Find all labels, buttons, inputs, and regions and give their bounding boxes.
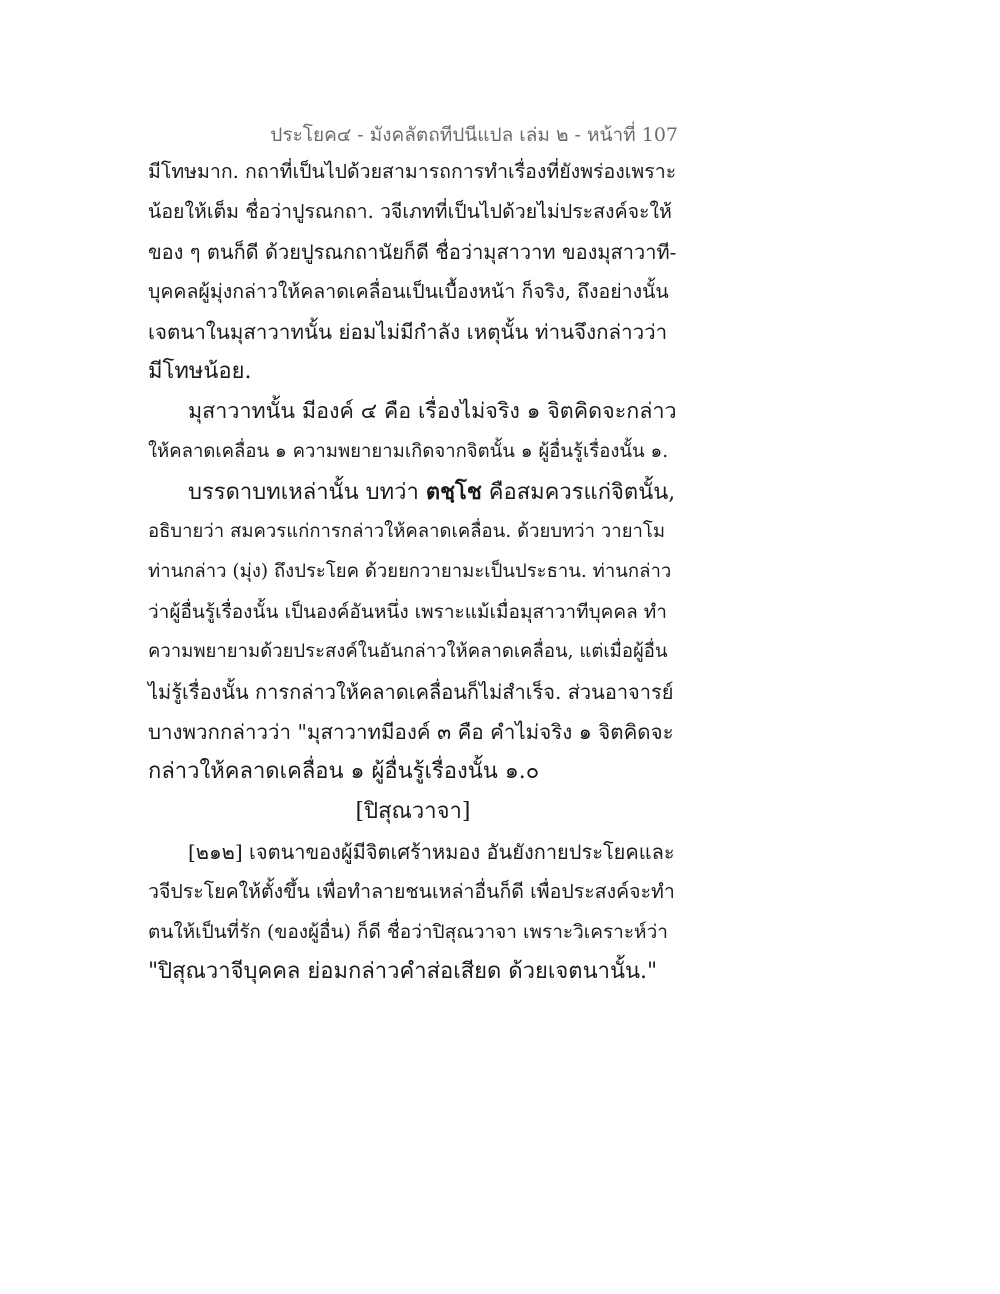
- text-line: กล่าวให้คลาดเคลื่อน ๑ ผู้อื่นรู้เรื่องนั้น ๑.๐: [148, 759, 540, 784]
- text-line-with-bold: [148, 472, 678, 512]
- text-segment: คือสมควรแก่จิตนั้น,: [488, 480, 676, 505]
- text-line: ความพยายามด้วยประสงค์ในอันกล่าวให้คลาดเคลื่อน, แต่เมื่อผู้อื่น: [148, 641, 668, 662]
- text-segment: บรรดาบทเหล่านั้น บทว่า: [188, 480, 419, 505]
- text-line: ตนให้เป็นที่รัก (ของผู้อื่น) ก็ดี ชื่อว่าปิสุณวาจา เพราะวิเคราะห์ว่า: [148, 921, 668, 943]
- text-line: มีโทษน้อย.: [148, 359, 252, 384]
- page-header: ประโยค๔ - มังคลัตถทีปนีแปล เล่ม ๒ - หน้าที่ 107: [270, 124, 678, 146]
- text-line: "ปิสุณวาจีบุคคล ย่อมกล่าวคำส่อเสียด ด้วยเจตนานั้น.": [148, 959, 658, 984]
- bold-term: ตชฺโช: [425, 479, 482, 505]
- text-line: ของ ๆ ตนก็ดี ด้วยปูรณกถานัยก็ดี ชื่อว่ามุสาวาท ของมุสาวาที-: [148, 240, 677, 264]
- text-line: [๒๑๒] เจตนาของผู้มีจิตเศร้าหมอง อันยังกายประโยคและ: [188, 840, 675, 864]
- text-line: วจีประโยคให้ตั้งขึ้น เพื่อทำลายชนเหล่าอื่นก็ดี เพื่อประสงค์จะทำ: [148, 880, 675, 903]
- text-line: เจตนาในมุสาวาทนั้น ย่อมไม่มีกำลัง เหตุนั้น ท่านจึงกล่าวว่า: [148, 320, 668, 344]
- text-line: ให้คลาดเคลื่อน ๑ ความพยายามเกิดจากจิตนั้น ๑ ผู้อื่นรู้เรื่องนั้น ๑.: [148, 441, 669, 462]
- text-line: บางพวกกล่าวว่า "มุสาวาทมีองค์ ๓ คือ คำไม่จริง ๑ จิตคิดจะ: [148, 720, 674, 744]
- text-line: บุคคลผู้มุ่งกล่าวให้คลาดเคลื่อนเป็นเบื้องหน้า ก็จริง, ถึงอย่างนั้น: [148, 280, 669, 303]
- section-heading: [ปิสุณวาจา]: [355, 799, 471, 824]
- text-line: ว่าผู้อื่นรู้เรื่องนั้น เป็นองค์อันหนึ่ง เพราะแม้เมื่อมุสาวาทีบุคคล ทำ: [148, 601, 667, 623]
- text-line: น้อยให้เต็ม ชื่อว่าปูรณกถา. วจีเภทที่เป็นไปด้วยไม่ประสงค์จะให้: [148, 200, 672, 223]
- text-line: ไม่รู้เรื่องนั้น การกล่าวให้คลาดเคลื่อนก็ไม่สำเร็จ. ส่วนอาจารย์: [148, 680, 674, 704]
- body-text: [148, 152, 678, 992]
- text-line: มุสาวาทนั้น มีองค์ ๔ คือ เรื่องไม่จริง ๑ จิตคิดจะกล่าว: [188, 399, 677, 424]
- text-line: อธิบายว่า สมควรแก่การกล่าวให้คลาดเคลื่อน. ด้วยบทว่า วายาโม: [148, 521, 666, 542]
- text-line: ท่านกล่าว (มุ่ง) ถึงประโยค ด้วยยกวายามะเป็นประธาน. ท่านกล่าว: [148, 561, 672, 582]
- text-line: มีโทษมาก. กถาที่เป็นไปด้วยสามารถการทำเรื่องที่ยังพร่องเพราะ: [148, 160, 677, 183]
